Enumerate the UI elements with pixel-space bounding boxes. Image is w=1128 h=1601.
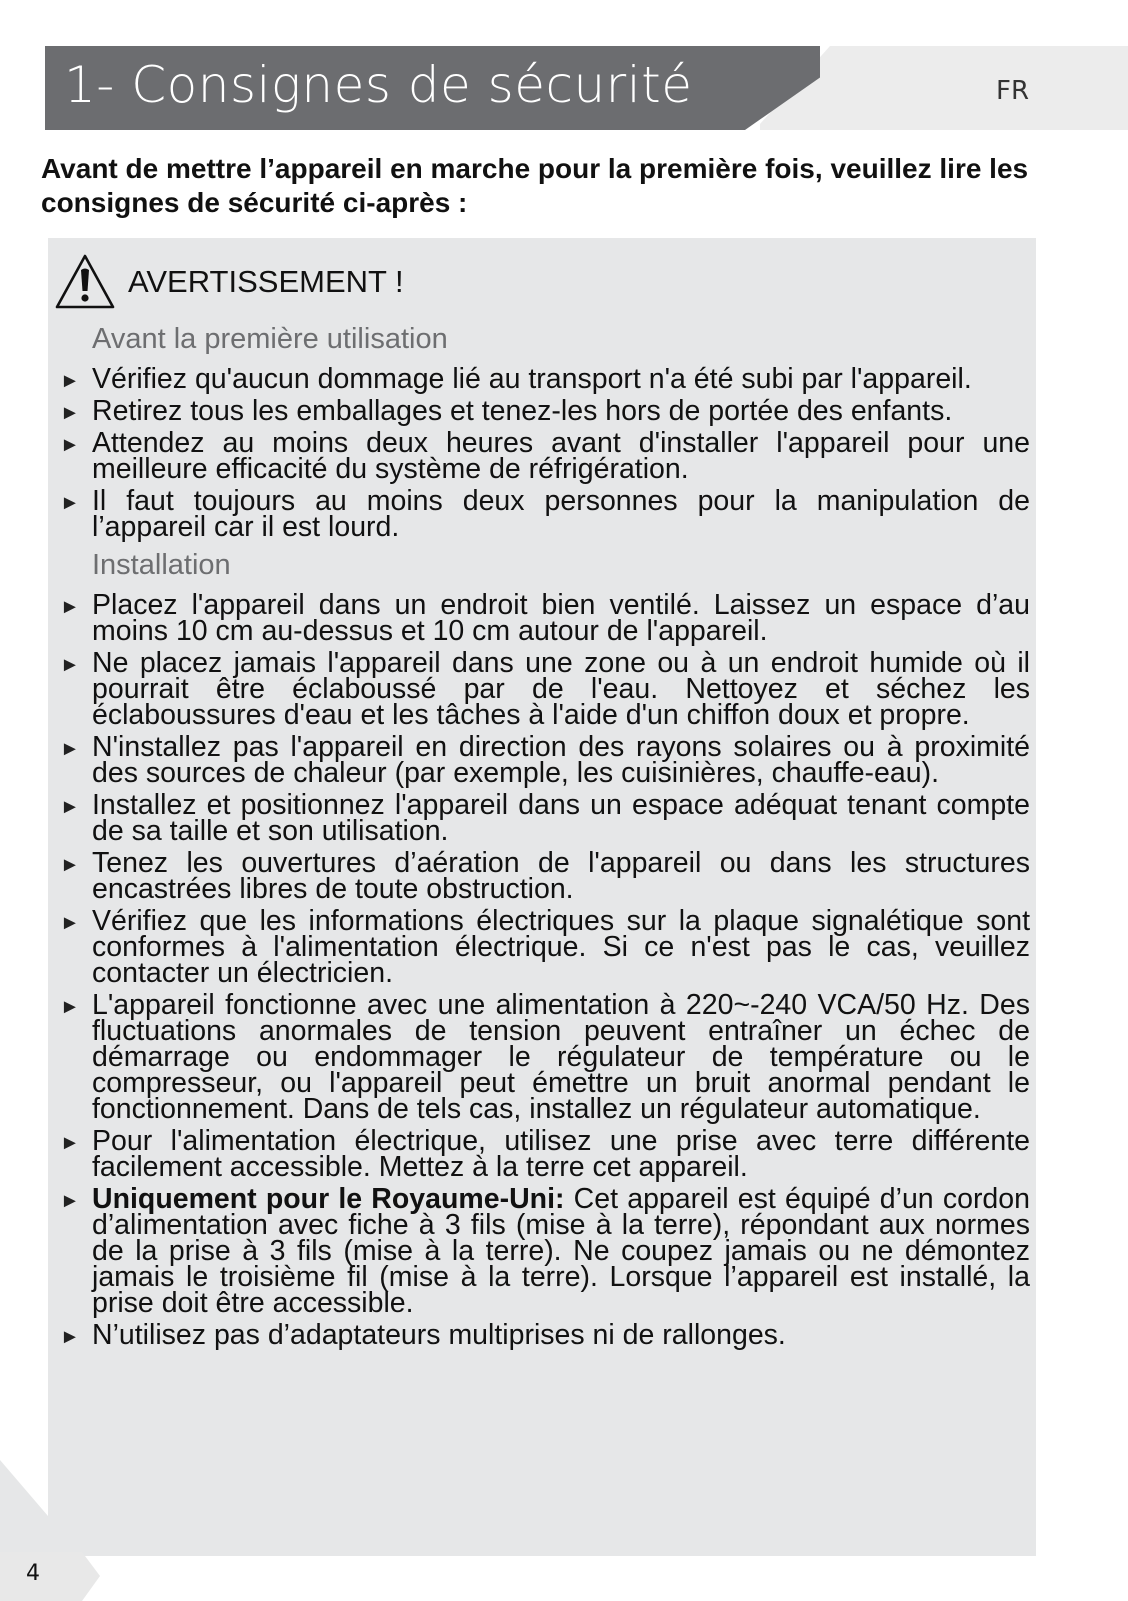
bullet-arrow-icon: ► bbox=[60, 492, 80, 514]
list-item: ► Installez et positionnez l'appareil dans un espace adéquat tenant compte de sa taille et son utilisation. bbox=[60, 789, 1030, 847]
warning-header bbox=[54, 252, 404, 312]
list-item: ► Attendez au moins deux heures avant d'installer l'appareil pour une meilleure efficacité du système de réfrigération. bbox=[60, 427, 1030, 485]
bullet-arrow-icon: ► bbox=[60, 402, 80, 424]
bullet-arrow-icon: ► bbox=[60, 912, 80, 934]
bullet-arrow-icon: ► bbox=[60, 996, 80, 1018]
list-item: ► Placez l'appareil dans un endroit bien ventilé. Laissez un espace d’au moins 10 cm au-dessus et 10 cm autour de l'appareil. bbox=[60, 589, 1030, 647]
list-item: ► Retirez tous les emballages et tenez-les hors de portée des enfants. bbox=[60, 395, 953, 427]
bullet-arrow-icon: ► bbox=[60, 854, 80, 876]
list-item: ► Tenez les ouvertures d’aération de l'appareil ou dans les structures encastrées libres de toute obstruction. bbox=[60, 847, 1030, 905]
installation-list bbox=[54, 589, 1030, 1351]
section-heading-installation: Installation bbox=[92, 549, 231, 581]
first-use-list bbox=[54, 363, 1030, 543]
warning-triangle-icon bbox=[54, 253, 116, 311]
list-item: ► Vérifiez qu'aucun dommage lié au transport n'a été subi par l'appareil. bbox=[60, 363, 972, 395]
page-number: 4 bbox=[26, 1561, 40, 1586]
page-title: 1- Consignes de sécurité bbox=[64, 56, 693, 114]
bullet-arrow-icon: ► bbox=[60, 1326, 80, 1348]
uk-only-label: Uniquement pour le Royaume-Uni: bbox=[92, 1183, 565, 1215]
bullet-arrow-icon: ► bbox=[60, 370, 80, 392]
page-number-tab bbox=[0, 1552, 100, 1601]
bullet-arrow-icon: ► bbox=[60, 796, 80, 818]
bullet-arrow-icon: ► bbox=[60, 434, 80, 456]
intro-text: Avant de mettre l’appareil en marche pour la première fois, veuillez lire les consignes de sécurité ci-après : bbox=[41, 153, 1029, 218]
list-item: ► Pour l'alimentation électrique, utilisez une prise avec terre différente facilement accessible. Mettez à la terre cet appareil. bbox=[60, 1125, 1030, 1183]
section-heading-first-use: Avant la première utilisation bbox=[92, 323, 448, 355]
bullet-arrow-icon: ► bbox=[60, 1132, 80, 1154]
list-item: ► Il faut toujours au moins deux personnes pour la manipulation de l’appareil car il est lourd. bbox=[60, 485, 1030, 543]
list-item: ► N’utilisez pas d’adaptateurs multiprises ni de rallonges. bbox=[60, 1319, 786, 1351]
warning-label: AVERTISSEMENT ! bbox=[128, 264, 404, 299]
safety-content bbox=[54, 322, 1030, 1356]
list-item: ► Vérifiez que les informations électriques sur la plaque signalétique sont conformes à l'alimentation électrique. Si ce n'est pas le cas, veuillez contacter un électricien. bbox=[60, 905, 1030, 989]
bullet-arrow-icon: ► bbox=[60, 738, 80, 760]
bullet-arrow-icon: ► bbox=[60, 596, 80, 618]
list-item: ► L'appareil fonctionne avec une alimentation à 220~-240 VCA/50 Hz. Des fluctuations anormales de tension peuvent entraîner un échec de démarrage ou endommager le régulateur de température ou le compresseur, ou l'appareil peut émettre un bruit anormal pendant le fonctionnement. Dans de tels cas, installez un régulateur automatique. bbox=[60, 989, 1030, 1125]
bullet-arrow-icon: ► bbox=[60, 1190, 80, 1212]
list-item: ► N'installez pas l'appareil en direction des rayons solaires ou à proximité des sources de chaleur (par exemple, les cuisinières, chauffe-eau). bbox=[60, 731, 1030, 789]
language-label: FR bbox=[996, 76, 1030, 106]
list-item: ► Ne placez jamais l'appareil dans une zone ou à un endroit humide où il pourrait être éclaboussé par de l'eau. Nettoyez et séchez les éclaboussures d'eau et les tâches à l'aide d'un chiffon doux et propre. bbox=[60, 647, 1030, 731]
list-item-uk: ► Uniquement pour le Royaume-Uni: Cet appareil est équipé d’un cordon d’alimentation avec fiche à 3 fils (mise à la terre), répondant aux normes de la prise à 3 fils (mise à la terre). Ne coupez jamais ou ne démontez jamais le troisième fil (mise à la terre). Lorsque l’appareil est installé, la prise doit être accessible. bbox=[60, 1183, 1030, 1319]
bullet-arrow-icon: ► bbox=[60, 654, 80, 676]
